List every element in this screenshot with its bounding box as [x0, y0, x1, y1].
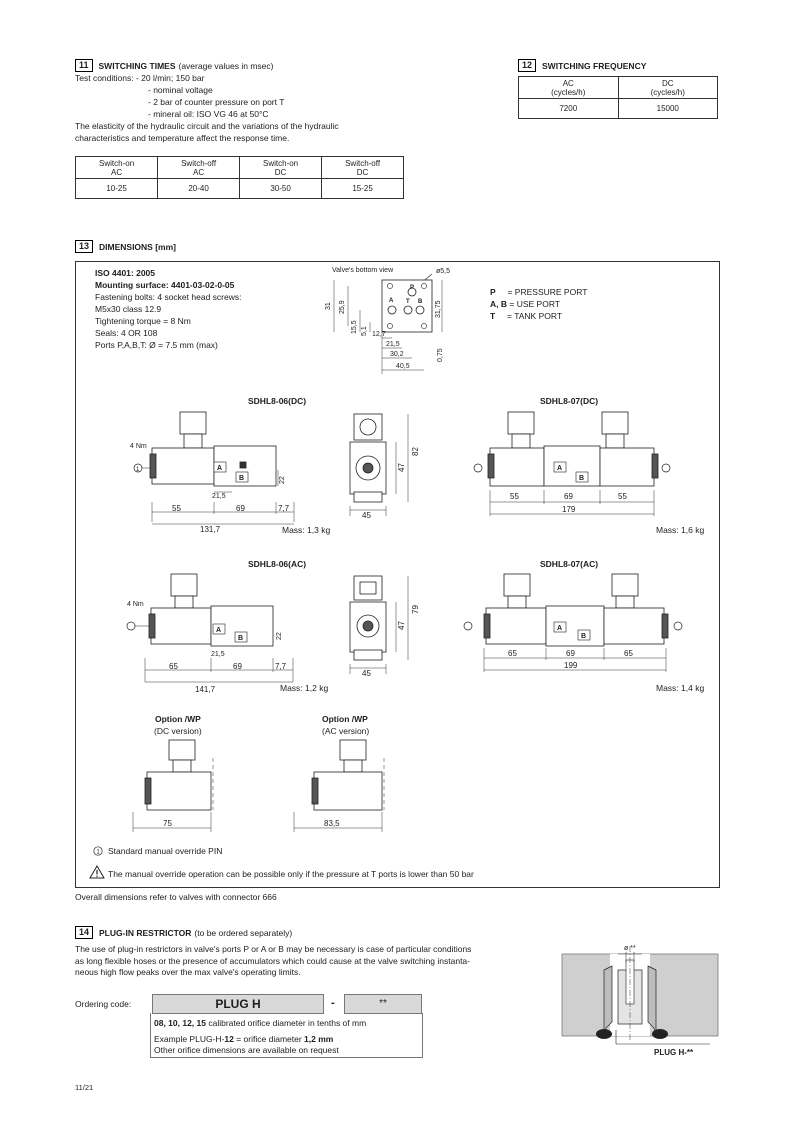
spec-fastening-bolts: Fastening bolts: 4 socket head screws:: [95, 292, 242, 302]
model-title-06-ac: SDHL8-06(AC): [248, 559, 307, 569]
value-dc-cycles: 15000: [618, 99, 718, 119]
option-wp-dc-title: Option /WP: [155, 714, 201, 724]
port-legend-t: T = TANK PORT: [490, 311, 563, 321]
spec-mounting-surface: Mounting surface: 4401-03-02-0-05: [95, 280, 235, 290]
model-title-06-dc: SDHL8-06(DC): [248, 396, 307, 406]
option-wp-ac-drawing: [290, 738, 395, 833]
orifice-diameter-line: 08, 10, 12, 15 calibrated orifice diameter in tenths of mm: [154, 1018, 367, 1028]
section-number-12: 12: [518, 59, 536, 72]
svg-text:A: A: [216, 627, 222, 634]
plug-dim-orifice: ø **: [624, 945, 636, 952]
dim-21-5-06-dc: 21,5: [212, 493, 226, 500]
sdhl8-07-dc-drawing: [472, 410, 692, 520]
plug-in-restrictor-subtitle: (to be ordered separately): [194, 927, 293, 938]
svg-text:A: A: [557, 465, 563, 472]
svg-text:1: 1: [136, 467, 140, 473]
svg-text:P: P: [410, 285, 415, 291]
bottom-view-label: Valve's bottom view: [332, 267, 394, 274]
end-view-dc-drawing: [340, 410, 430, 520]
switching-frequency-heading: [518, 59, 646, 72]
dim-69-07-dc: 69: [564, 492, 573, 501]
svg-text:B: B: [579, 475, 585, 482]
switching-frequency-title: SWITCHING FREQUENCY: [542, 60, 647, 71]
svg-text:A: A: [217, 465, 223, 472]
dim-7-7-06-dc: 7,7: [278, 504, 290, 513]
svg-text:B: B: [239, 475, 245, 482]
svg-text:1: 1: [96, 849, 100, 856]
mass-06-ac: Mass: 1,2 kg: [280, 683, 329, 693]
bottom-dim-40-5: 40,5: [396, 363, 410, 370]
ordering-code-dash: -: [331, 997, 335, 1009]
svg-text:B: B: [418, 299, 423, 305]
dimensions-title: DIMENSIONS [mm]: [99, 241, 176, 252]
dim-69-06-dc: 69: [236, 504, 245, 513]
end-dim-47-ac: 47: [397, 621, 406, 630]
section-number-13: 13: [75, 240, 93, 253]
bottom-dim-31: 31: [325, 302, 332, 310]
svg-text:B: B: [581, 633, 587, 640]
svg-text:T: T: [406, 299, 410, 305]
spec-ports: Ports P,A,B,T: Ø = 7.5 mm (max): [95, 340, 218, 350]
elasticity-note-line-1: The elasticity of the hydraulic circuit and the variations of the hydraulic: [75, 121, 339, 131]
spec-bolt-class: M5x30 class 12.9: [95, 304, 162, 314]
section-number-14: 14: [75, 926, 93, 939]
restrictor-text-line-2: as long flexible hoses or the presence of accumulators which could cause at the valve switching instanta-: [75, 956, 470, 966]
value-switch-off-ac: 20-40: [158, 179, 240, 199]
note-override-pin: Standard manual override PIN: [108, 846, 223, 856]
dim-55-06-dc: 55: [172, 504, 181, 513]
test-conditions-line-1: Test conditions: - 20 l/min; 150 bar: [75, 73, 205, 83]
orifice-other-line: Other orifice dimensions are available on request: [154, 1045, 339, 1055]
dim-65-06-ac: 65: [169, 662, 178, 671]
section-number-11: 11: [75, 59, 93, 72]
dim-55-left-07-dc: 55: [510, 492, 519, 501]
option-dc-dim-75: 75: [163, 819, 172, 828]
dimensions-heading: [75, 240, 176, 253]
overall-dimensions-footnote: Overall dimensions refer to valves with connector 666: [75, 892, 277, 902]
restrictor-text-line-1: The use of plug-in restrictors in valve's ports P or A or B may be necessary is case of particular conditions: [75, 944, 472, 954]
dim-21-5-06-ac: 21,5: [211, 651, 225, 658]
test-conditions-line-4: - mineral oil: ISO VG 46 at 50°C: [148, 109, 269, 119]
header-switch-on-ac: Switch-on AC: [76, 157, 158, 179]
restrictor-text-line-3: neous high flow peaks over the max valve's operating limits.: [75, 967, 301, 977]
end-dim-79-ac: 79: [411, 605, 420, 614]
end-view-ac-drawing: [340, 572, 430, 677]
elasticity-note-line-2: characteristics and temperature affect the response time.: [75, 133, 290, 143]
pin-circle-icon: [93, 846, 103, 856]
option-wp-dc-drawing: [125, 738, 225, 833]
bottom-dim-30-2: 30,2: [390, 351, 404, 358]
dim-179-07-dc: 179: [562, 505, 576, 514]
dim-69-07-ac: 69: [566, 649, 575, 658]
switching-times-subtitle: (average values in msec): [178, 60, 274, 71]
option-ac-dim-83-5: 83,5: [324, 819, 340, 828]
dim-199-07-ac: 199: [564, 661, 578, 670]
plug-drawing-label: PLUG H-**: [654, 1048, 694, 1057]
bottom-dim-5-1: 5,1: [361, 326, 368, 336]
sdhl8-07-ac-drawing: [462, 572, 692, 677]
bottom-dim-hole: ø5,5: [436, 268, 451, 275]
value-switch-off-dc: 15-25: [322, 179, 404, 199]
dim-65-left-07-ac: 65: [508, 649, 517, 658]
sdhl8-06-ac-drawing: [125, 572, 315, 697]
spec-torque: Tightening torque = 8 Nm: [95, 316, 191, 326]
bottom-dim-12-7: 12,7: [372, 331, 386, 338]
value-switch-on-dc: 30-50: [239, 179, 321, 199]
dim-22-06-ac: 22: [276, 632, 283, 640]
test-conditions-line-2: - nominal voltage: [148, 85, 213, 95]
ordering-code-plug-h: PLUG H: [152, 994, 324, 1014]
svg-text:B: B: [238, 635, 244, 642]
bottom-dim-15-5: 15,5: [351, 320, 358, 334]
model-title-07-ac: SDHL8-07(AC): [540, 559, 599, 569]
dim-7-7-06-ac: 7,7: [275, 662, 287, 671]
port-legend-ab: A, B = USE PORT: [490, 299, 560, 309]
warning-icon: [89, 865, 105, 879]
value-switch-on-ac: 10-25: [76, 179, 158, 199]
plug-in-restrictor-title: PLUG-IN RESTRICTOR: [99, 927, 192, 938]
dim-4nm-06-dc: 4 Nm: [130, 443, 147, 450]
dim-65-right-07-ac: 65: [624, 649, 633, 658]
svg-text:A: A: [557, 625, 563, 632]
bottom-dim-25-9: 25,9: [339, 300, 346, 314]
spec-seals: Seals: 4 OR 108: [95, 328, 158, 338]
model-title-07-dc: SDHL8-07(DC): [540, 396, 599, 406]
option-wp-ac-title: Option /WP: [322, 714, 368, 724]
end-dim-47-dc: 47: [397, 463, 406, 472]
dim-22-06-dc: 22: [279, 476, 286, 484]
dim-69-06-ac: 69: [233, 662, 242, 671]
test-conditions-line-3: - 2 bar of counter pressure on port T: [148, 97, 285, 107]
mass-07-ac: Mass: 1,4 kg: [656, 683, 705, 693]
page-number: 11/21: [75, 1083, 94, 1092]
end-dim-45-dc: 45: [362, 511, 371, 520]
value-ac-cycles: 7200: [519, 99, 619, 119]
plug-in-restrictor-heading: [75, 926, 292, 939]
end-dim-82-dc: 82: [411, 447, 420, 456]
svg-text:A: A: [389, 298, 394, 304]
dim-55-right-07-dc: 55: [618, 492, 627, 501]
end-dim-45-ac: 45: [362, 669, 371, 677]
mass-06-dc: Mass: 1,3 kg: [282, 525, 331, 535]
orifice-example-line: Example PLUG-H-12 = orifice diameter 1,2 mm: [154, 1034, 334, 1044]
switching-frequency-table: [518, 76, 718, 119]
ordering-code-label: Ordering code:: [75, 999, 132, 1009]
option-wp-dc-version: (DC version): [154, 726, 202, 736]
dim-4nm-06-ac: 4 Nm: [127, 601, 144, 608]
switching-times-heading: [75, 59, 273, 72]
bottom-dim-21-5: 21,5: [386, 341, 400, 348]
plug-restrictor-drawing: [560, 940, 720, 1060]
header-ac-cycles: AC (cycles/h): [519, 77, 619, 99]
switching-times-table: [75, 156, 404, 199]
header-switch-off-dc: Switch-off DC: [322, 157, 404, 179]
spec-iso: ISO 4401: 2005: [95, 268, 156, 278]
sdhl8-06-dc-drawing: [128, 410, 313, 538]
bottom-dim-31-75: 31,75: [435, 300, 442, 318]
port-legend-p: P = PRESSURE PORT: [490, 287, 588, 297]
dim-131-7-06-dc: 131,7: [200, 525, 221, 534]
bottom-dim-0-75: 0,75: [437, 348, 444, 362]
ordering-code-suffix: **: [344, 994, 422, 1014]
header-dc-cycles: DC (cycles/h): [618, 77, 718, 99]
note-override-warning: The manual override operation can be possible only if the pressure at T ports is lower than 50 bar: [108, 869, 474, 879]
header-switch-on-dc: Switch-on DC: [239, 157, 321, 179]
switching-times-title: SWITCHING TIMES: [98, 60, 176, 71]
option-wp-ac-version: (AC version): [322, 726, 370, 736]
mass-07-dc: Mass: 1,6 kg: [656, 525, 705, 535]
dim-141-7-06-ac: 141,7: [195, 685, 216, 694]
valve-bottom-view-drawing: [320, 262, 470, 382]
header-switch-off-ac: Switch-off AC: [158, 157, 240, 179]
